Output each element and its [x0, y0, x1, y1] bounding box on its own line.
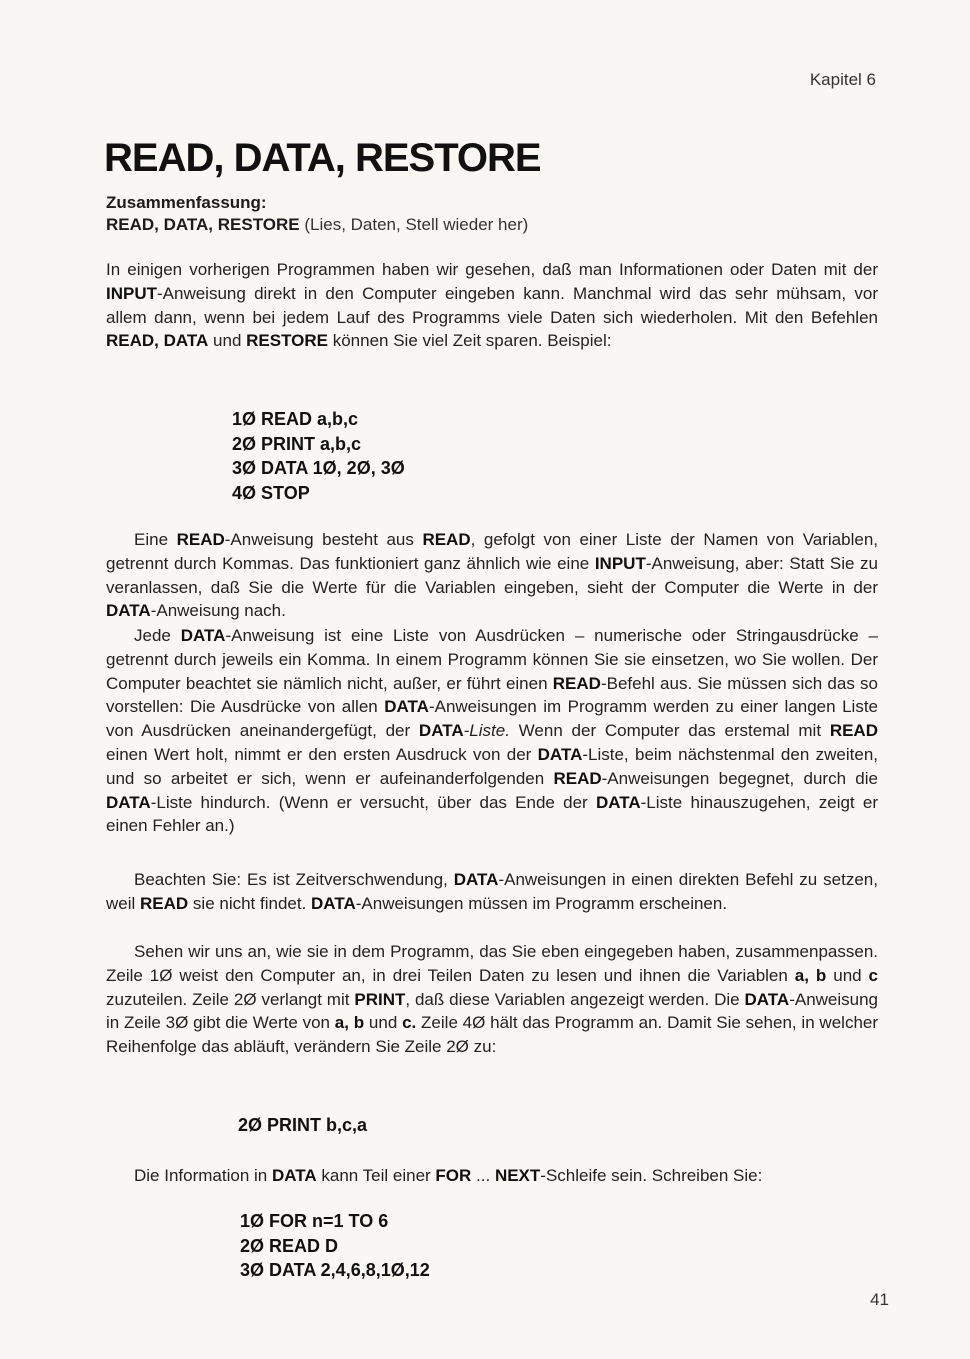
code-line: 3Ø DATA 2,4,6,8,1Ø,12 — [240, 1260, 430, 1280]
page-number: 41 — [870, 1290, 889, 1309]
code-listing-2 — [238, 1113, 367, 1138]
code-line: 2Ø PRINT a,b,c — [232, 433, 362, 454]
summary-line — [106, 214, 886, 236]
intro-paragraph: In einigen vorherigen Programmen haben wir gesehen, daß man Informationen oder Daten mit der INPUT-Anweisung direkt in den Computer eingeben kann. Manchmal wird das sehr mühsam, vor allem dann, wenn bei jedem Lauf des Programms viele Daten sich wiederholen. Mit den Befehlen READ, DATA und RESTORE können Sie viel Zeit sparen. Beispiel: — [106, 260, 878, 351]
code-listing-3 — [240, 1209, 430, 1283]
code-line: 2Ø READ D — [240, 1235, 339, 1256]
summary-block — [106, 192, 886, 236]
code-listing-1 — [232, 407, 405, 505]
data-paragraph: Jede DATA-Anweisung ist eine Liste von Ausdrücken – numerische oder Stringausdrücke – getrennt durch jeweils ein Komma. In einem Programm können Sie sie einsetzen, wo Sie wollen. Der Computer beachtet sie nämlich nicht, außer, er führt einen READ-Befehl aus. Sie müssen sich das so vorstellen: Die Ausdrücke von allen DATA-Anweisungen im Programm werden zu einer langen Liste von Ausdrücken aneinandergefügt, der DATA-Liste. Wenn der Computer das erstemal mit READ einen Wert holt, nimmt er den ersten Ausdruck von der DATA-Liste, beim nächstenmal den zweiten, und so arbeitet er sich, wenn er aufeinanderfolgenden READ-Anweisungen begegnet, durch die DATA-Liste hindurch. (Wenn er versucht, über das Ende der DATA-Liste hinauszugehen, zeigt er einen Fehler an.) — [106, 626, 879, 836]
page-title: READ, DATA, RESTORE — [104, 136, 541, 180]
chapter-label: Kapitel 6 — [809, 70, 876, 89]
read-paragraph: Eine READ-Anweisung besteht aus READ, gefolgt von einer Liste der Namen von Variablen, getrennt durch Kommas. Das funktioniert ganz ähnlich wie eine INPUT-Anweisung, aber: Statt Sie zu veranlassen, daß Sie die Werte für die Variablen eingeben, sieht der Computer die Werte in der DATA-Anweisung nach. — [106, 530, 879, 621]
summary-keywords: READ, DATA, RESTORE — [106, 215, 300, 234]
summary-translation: (Lies, Daten, Stell wieder her) — [299, 215, 529, 234]
code-line: 3Ø DATA 1Ø, 2Ø, 3Ø — [232, 458, 405, 478]
code-line: 4Ø STOP — [232, 482, 310, 503]
summary-heading: Zusammenfassung: — [106, 193, 267, 212]
loop-paragraph: Die Information in DATA kann Teil einer FOR ... NEXT-Schleife sein. Schreiben Sie: — [134, 1166, 763, 1185]
explanation-paragraph: Sehen wir uns an, wie sie in dem Programm, das Sie eben eingegeben haben, zusammenpassen. Zeile 1Ø weist den Computer an, in drei Teilen Daten zu lesen und ihnen die Variablen a, b und c zuzuteilen. Zeile 2Ø verlangt mit PRINT, daß diese Variablen angezeigt werden. Die DATA-Anweisung in Zeile 3Ø gibt die Werte von a, b und c. Zeile 4Ø hält das Programm an. Damit Sie sehen, in welcher Reihenfolge das abläuft, verändern Sie Zeile 2Ø zu: — [106, 942, 879, 1057]
code-line: 2Ø PRINT b,c,a — [238, 1115, 368, 1135]
code-line: 1Ø READ a,b,c — [232, 409, 359, 429]
note-paragraph: Beachten Sie: Es ist Zeitverschwendung, DATA-Anweisungen in einen direkten Befehl zu setzen, weil READ sie nicht findet. DATA-Anweisungen müssen im Programm erscheinen. — [106, 870, 878, 913]
code-line: 1Ø FOR n=1 TO 6 — [240, 1211, 389, 1231]
